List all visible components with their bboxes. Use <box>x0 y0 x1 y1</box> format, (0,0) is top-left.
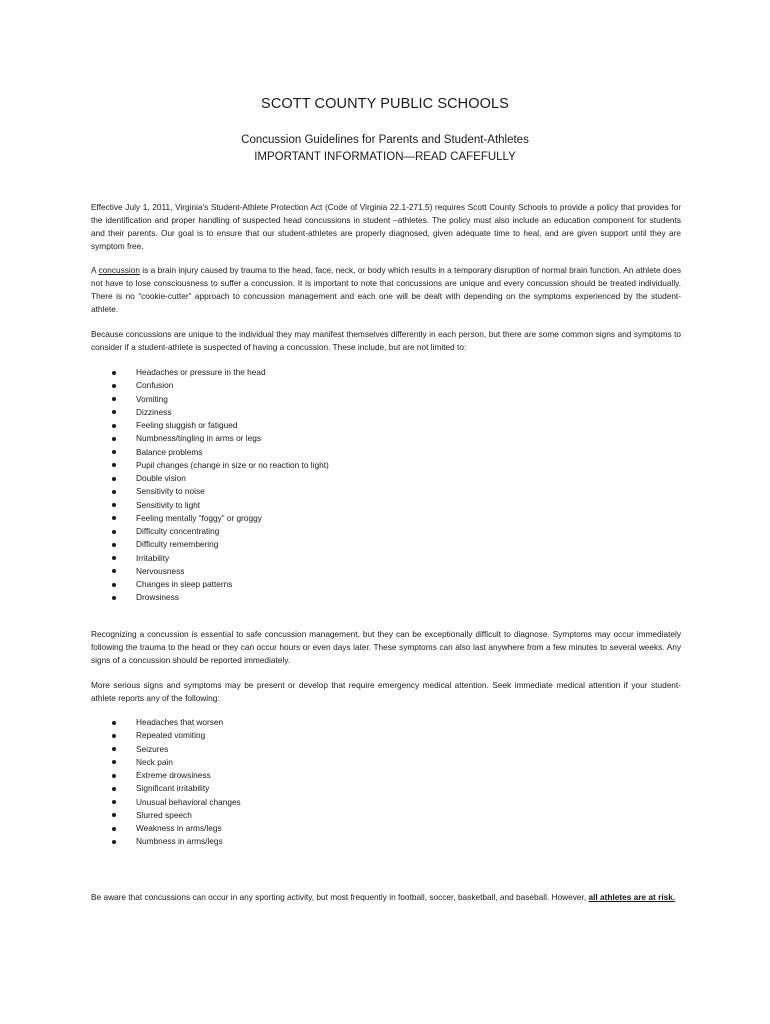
bullet-icon <box>112 463 116 467</box>
list-item <box>110 393 510 406</box>
important-notice: IMPORTANT INFORMATION—READ CAFEFULLY <box>254 151 516 163</box>
awareness-text: Be aware that concussions can occur in any sporting activity, but most frequently in football, soccer, basketball, and baseball. However, <box>91 892 589 902</box>
list-item-text: Difficulty remembering <box>136 539 219 550</box>
list-item-text: Neck pain <box>136 756 173 767</box>
list-item-text: Significant irritability <box>136 783 210 794</box>
list-item <box>110 743 510 756</box>
document-subtitle: Concussion Guidelines for Parents and Student-Athletes <box>241 134 529 146</box>
list-item-text: Feeling mentally “foggy” or groggy <box>136 512 262 523</box>
list-item-text: Headaches that worsen <box>136 717 224 727</box>
list-item <box>110 822 510 835</box>
list-item <box>110 716 510 729</box>
list-item-text: Sensitivity to light <box>136 499 201 510</box>
bullet-icon <box>112 774 116 778</box>
bullet-icon <box>112 787 116 791</box>
list-item-text: Balance problems <box>136 446 203 457</box>
list-item-text: Dizziness <box>136 406 172 417</box>
list-item <box>110 769 510 782</box>
list-item-text: Difficulty concentrating <box>136 526 220 536</box>
list-item <box>110 419 510 432</box>
bullet-icon <box>112 569 116 573</box>
common-symptoms-list <box>110 366 510 605</box>
list-item <box>110 485 510 498</box>
list-item <box>110 578 510 591</box>
bullet-icon <box>112 760 116 764</box>
definition-term: concussion <box>98 265 140 275</box>
bullet-icon <box>112 840 116 844</box>
definition-text: is a brain injury caused by trauma to the head, face, neck, or body which results in a temporary disruption of normal brain function. An athlete does not have to lose consciousness to suffer a concussion. It is important to note that concussions are unique and every concussion should be treated individually. There is no “cookie-cutter” approach to concussion management and each one will be dealt with depending on the symptoms experienced by the student-athlete. <box>91 265 681 314</box>
bullet-icon <box>112 800 116 804</box>
list-item <box>110 796 510 809</box>
list-item-text: Seizures <box>136 743 169 754</box>
list-item-text: Unusual behavioral changes <box>136 796 241 807</box>
list-item <box>110 446 510 459</box>
list-item <box>110 729 510 742</box>
intro-paragraph: Effective July 1, 2011, Virginia's Student-Athlete Protection Act (Code of Virginia 22.1-271.5) requires Scott County Schools to provide a policy that provides for the identification and proper handling of suspected head concussions in student –athletes. The policy must also include an education component for students and their parents. Our goal is to ensure that our student-athletes are properly diagnosed, given adequate time to heal, and are given support until they are symptom free. <box>91 202 681 251</box>
list-item-text: Extreme drowsiness <box>136 770 211 780</box>
list-item <box>110 472 510 485</box>
bullet-icon <box>112 583 116 587</box>
recognizing-paragraph: Recognizing a concussion is essential to safe concussion management, but they can be exceptionally difficult to diagnose. Symptoms may occur immediately following the trauma to the head or they can occur hours or even days later. These symptoms can also last anywhere from a few minutes to several weeks. Any signs of a concussion should be reported immediately. <box>91 629 681 665</box>
awareness-emphasis: all athletes are at risk. <box>588 892 676 902</box>
document-title: SCOTT COUNTY PUBLIC SCHOOLS <box>261 96 509 112</box>
list-item-text: Weakness in arms/legs <box>136 823 222 833</box>
list-item <box>110 379 510 392</box>
list-item <box>110 782 510 795</box>
list-item-text: Nervousness <box>136 565 185 576</box>
list-item-text: Sensitivity to noise <box>136 486 205 497</box>
bullet-icon <box>112 530 116 534</box>
list-item-text: Drowsiness <box>136 592 179 603</box>
list-item <box>110 499 510 512</box>
list-item <box>110 459 510 472</box>
definition-paragraph <box>91 264 681 316</box>
bullet-icon <box>112 556 116 560</box>
list-item <box>110 756 510 769</box>
bullet-icon <box>112 477 116 481</box>
bullet-icon <box>112 734 116 738</box>
list-item <box>110 406 510 419</box>
list-item-text: Pupil changes (change in size or no reaction to light) <box>136 459 329 470</box>
list-item-text: Numbness/tingling in arms or legs <box>136 433 261 444</box>
list-item <box>110 565 510 578</box>
list-item-text: Numbness in arms/legs <box>136 836 223 847</box>
bullet-icon <box>112 397 116 401</box>
list-item <box>110 538 510 551</box>
list-item-text: Feeling sluggish or fatigued <box>136 420 238 430</box>
list-item <box>110 835 510 848</box>
list-item-text: Slurred speech <box>136 809 192 820</box>
bullet-icon <box>112 490 116 494</box>
bullet-icon <box>112 596 116 600</box>
bullet-icon <box>112 503 116 507</box>
bullet-icon <box>112 721 116 725</box>
symptoms-intro-paragraph: Because concussions are unique to the individual they may manifest themselves differently in each person, but there are some common signs and symptoms to consider if a student-athlete is suspected of having a concussion. These include, but are not limited to: <box>91 329 681 352</box>
list-item-text: Changes in sleep patterns <box>136 579 233 589</box>
list-item-text: Repeated vomiting <box>136 730 206 741</box>
list-item <box>110 591 510 604</box>
list-item <box>110 552 510 565</box>
list-item <box>110 809 510 822</box>
bullet-icon <box>112 813 116 817</box>
list-item-text: Double vision <box>136 473 186 483</box>
bullet-icon <box>112 410 116 414</box>
bullet-icon <box>112 424 116 428</box>
list-item-text: Vomiting <box>136 393 168 404</box>
bullet-icon <box>112 450 116 454</box>
awareness-paragraph <box>91 891 681 904</box>
list-item-text: Headaches or pressure in the head <box>136 367 266 377</box>
bullet-icon <box>112 371 116 375</box>
bullet-icon <box>112 437 116 441</box>
list-item <box>110 366 510 379</box>
list-item-text: Irritability <box>136 552 170 563</box>
list-item-text: Confusion <box>136 380 174 391</box>
list-item <box>110 512 510 525</box>
definition-prefix: A <box>91 265 99 275</box>
bullet-icon <box>112 747 116 751</box>
bullet-icon <box>112 543 116 547</box>
bullet-icon <box>112 384 116 388</box>
emergency-symptoms-list <box>110 716 510 849</box>
serious-symptoms-paragraph: More serious signs and symptoms may be present or develop that require emergency medical attention. Seek immediate medical attention if your student-athlete reports any of the following: <box>91 680 681 703</box>
bullet-icon <box>112 827 116 831</box>
list-item <box>110 432 510 445</box>
list-item <box>110 525 510 538</box>
bullet-icon <box>112 516 116 520</box>
